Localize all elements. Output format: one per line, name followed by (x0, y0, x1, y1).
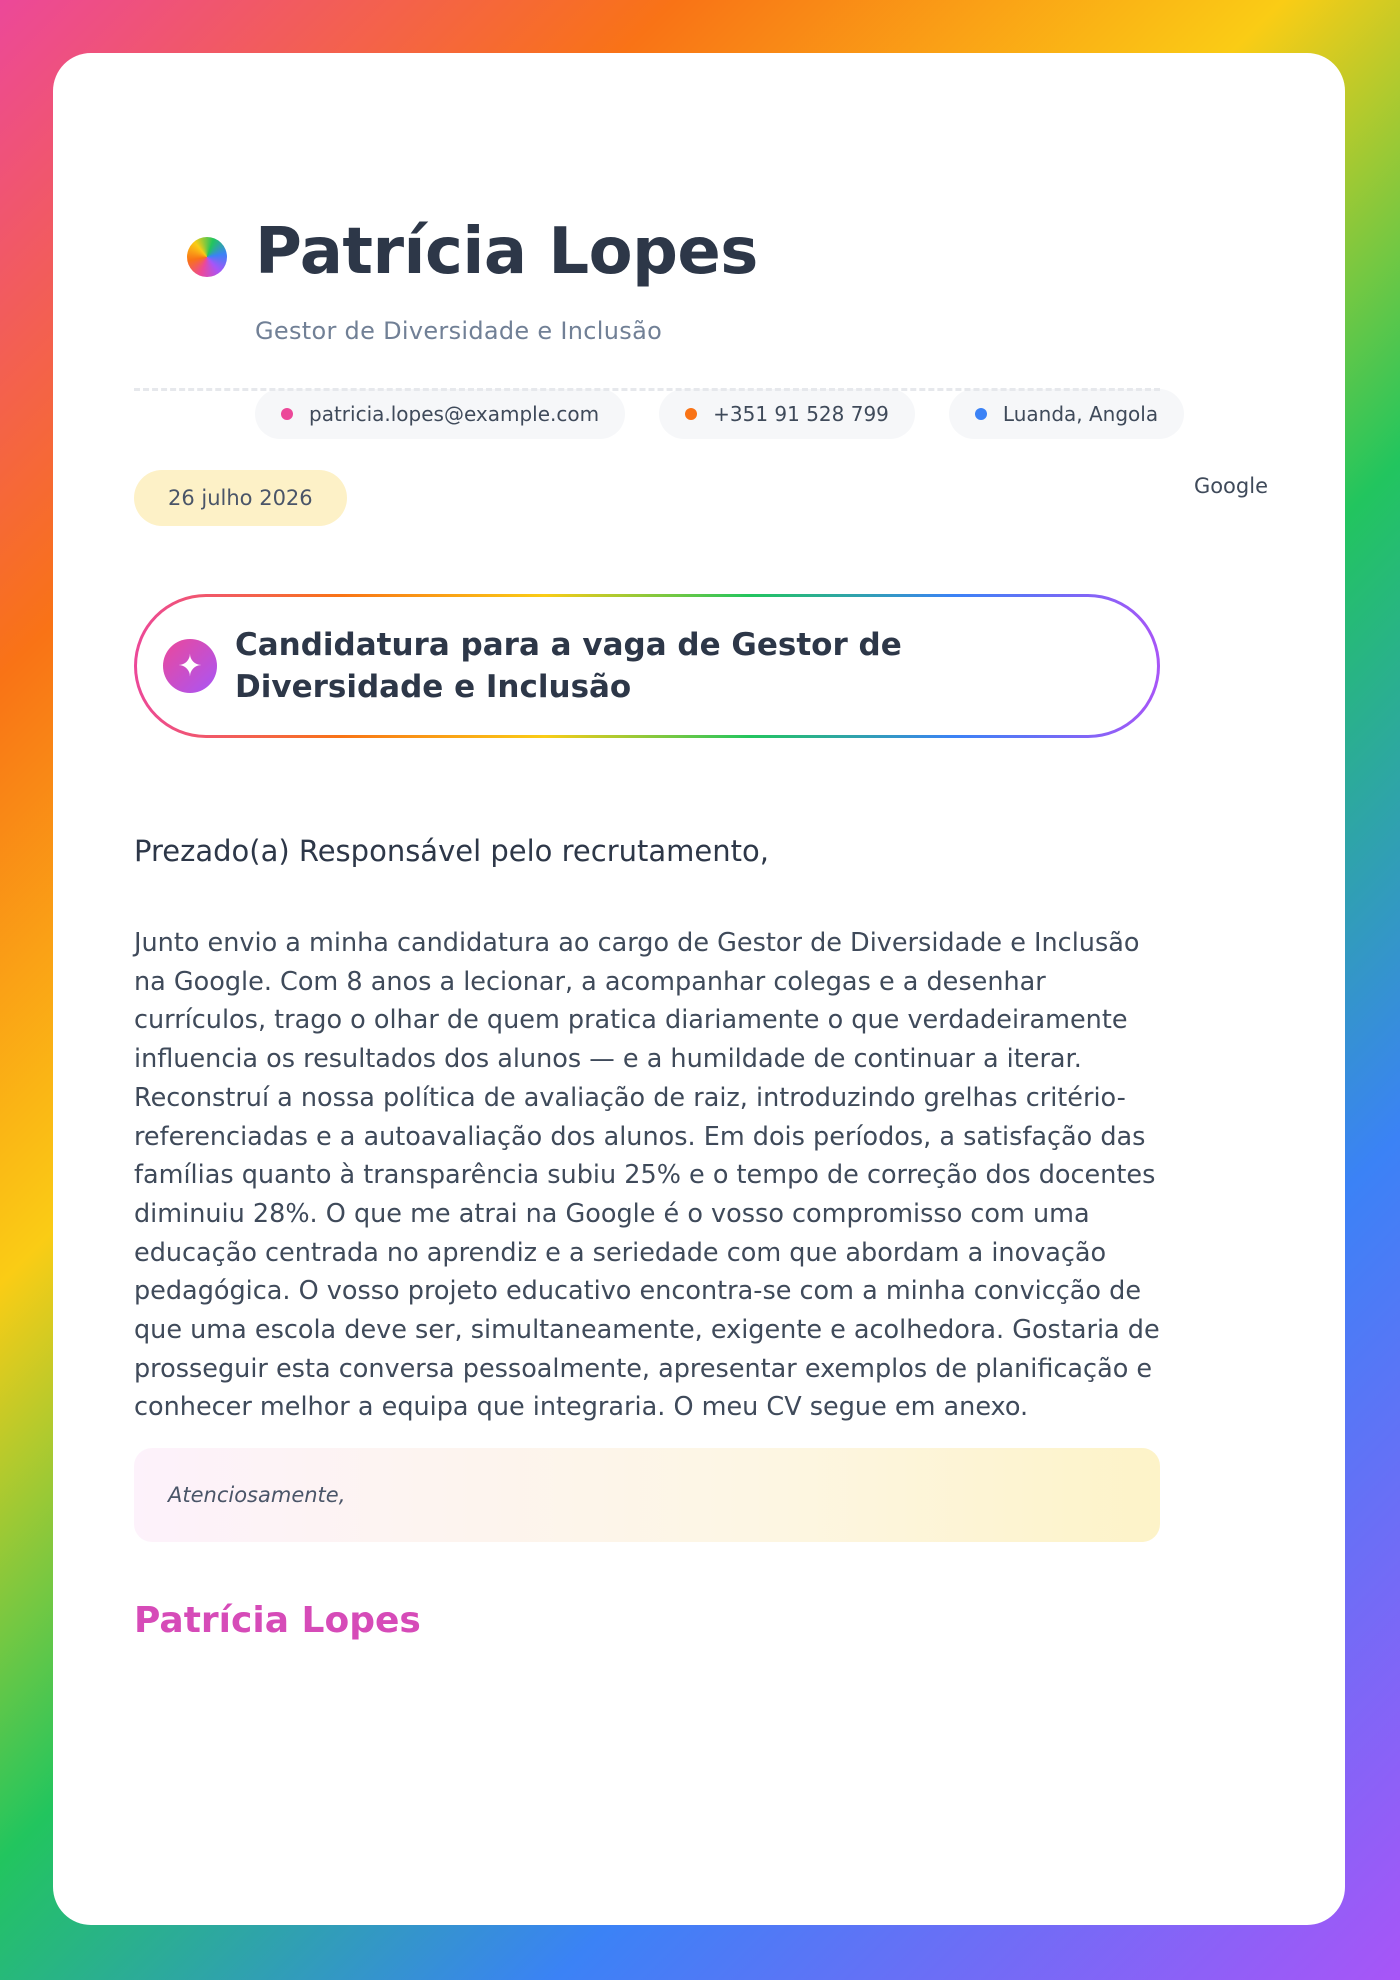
applicant-name: Patrícia Lopes (255, 215, 758, 289)
company-name: Google (1193, 474, 1268, 498)
applicant-role: Gestor de Diversidade e Inclusão (255, 317, 663, 345)
phone-text: +351 91 528 799 (713, 402, 889, 426)
letter-body: Junto envio a minha candidatura ao cargo de Gestor de Diversidade e Inclusão na Google. Com 8 anos a lecionar, a acompanhar colegas e a desenhar currículos, trago o olhar de quem pratica diariamente o que verdadeiramente influencia os resultados dos alunos — e a humildade de continuar a iterar. Reconstruí a nossa política de avaliação de raiz, introduzindo grelhas critério-referenciadas e a autoavaliação dos alunos. Em dois períodos, a satisfação das famílias quanto à transparência subiu 25% e o tempo de correção dos docentes diminuiu 28%. O que me atrai na Google é o vosso compromisso com uma educação centrada no aprendiz e a seriedade com que abordam a inovação pedagógica. O vosso projeto educativo encontra-se com a minha convicção de que uma escola deve ser, simultaneamente, exigente e acolhedora. Gostaria de prosseguir esta conversa pessoalmente, apresentar exemplos de planificação e conhecer melhor a equipa que integraria. O meu CV segue em anexo. (134, 928, 1160, 1423)
letter-closing (134, 1448, 1160, 1542)
email-chip[interactable] (255, 389, 625, 439)
orange-dot-icon (685, 408, 697, 420)
subject-inner (137, 597, 1157, 735)
subject-text: Candidatura para a vaga de Gestor de Diversidade e Inclusão (235, 627, 902, 705)
subject-banner (134, 594, 1160, 738)
date-badge: 26 julho 2026 (134, 470, 347, 526)
letter-greeting: Prezado(a) Responsável pelo recrutamento, (134, 834, 769, 868)
contact-chips (255, 389, 1184, 439)
email-text: patricia.lopes@example.com (309, 402, 600, 426)
blue-dot-icon (975, 408, 987, 420)
rainbow-dot-icon (187, 237, 227, 277)
closing-text: Atenciosamente, (168, 1483, 346, 1507)
signature-name: Patrícia Lopes (134, 1600, 421, 1641)
location-text: Luanda, Angola (1002, 402, 1159, 426)
pink-dot-icon (281, 408, 293, 420)
header-divider (134, 388, 1160, 391)
location-chip (949, 389, 1184, 439)
sparkle-icon: ✦ (163, 639, 217, 693)
phone-chip[interactable] (659, 389, 915, 439)
